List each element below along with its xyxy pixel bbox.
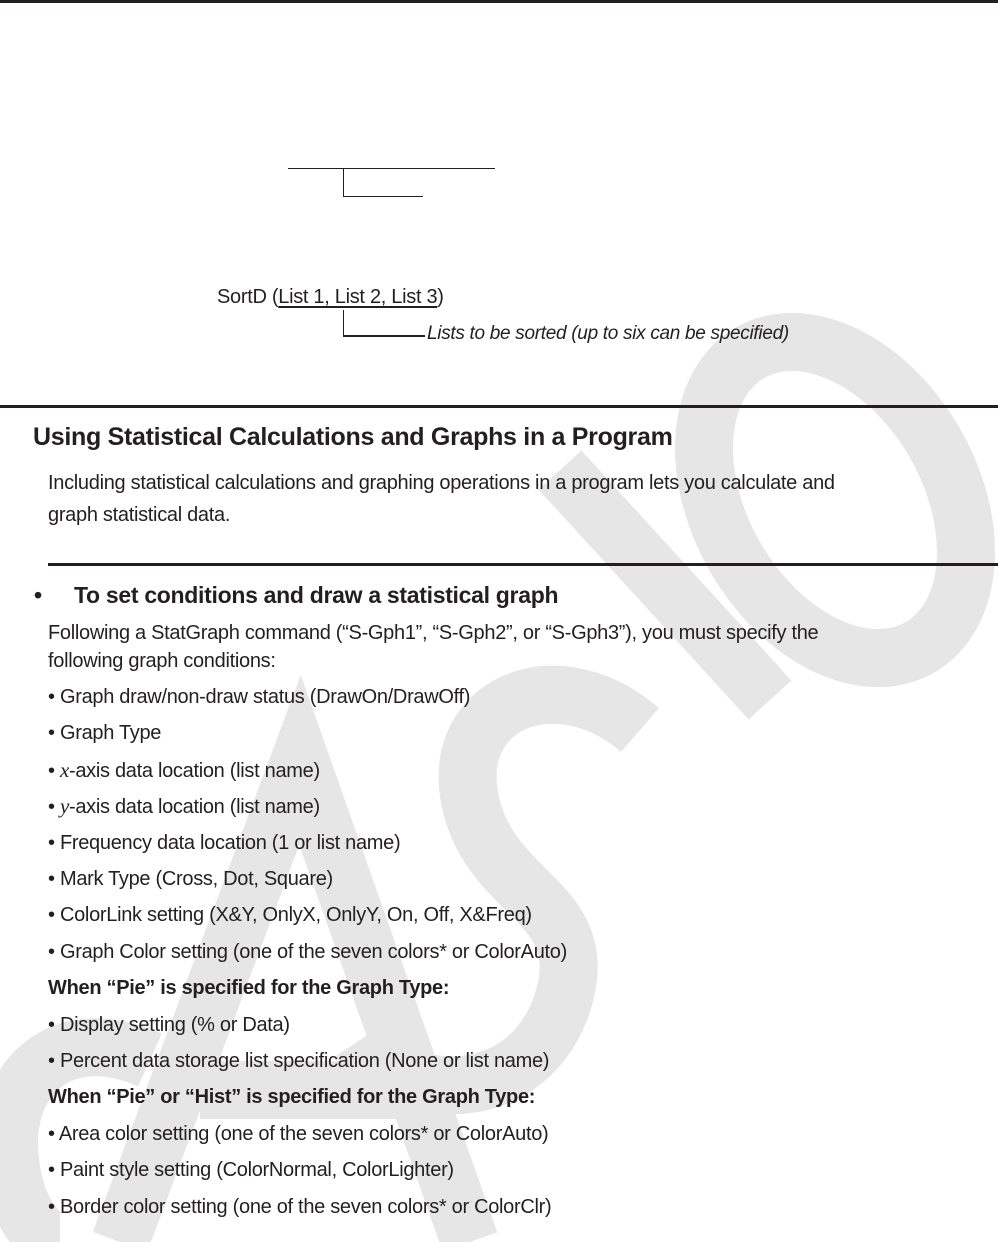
list-subheading: When “Pie” is specified for the Graph Type: [48,977,450,1000]
top-rule [0,0,998,3]
list-item: • Graph Color setting (one of the seven colors* or ColorAuto) [48,940,567,963]
paragraph-text: Following a StatGraph command (“S-Gph1”, “S-Gph2”, or “S-Gph3”), you must specify the [48,622,819,644]
list-item-text: -axis data location (list name) [69,759,320,782]
syntax-close: ) [437,286,444,308]
bracket-line [288,168,495,169]
list-item: • Area color setting (one of the seven colors* or ColorAuto) [48,1122,549,1145]
syntax-command: SortD ( [217,286,279,308]
bracket-line [343,196,423,197]
list-item-text: -axis data location (list name) [69,796,320,819]
bullet: • [48,759,60,782]
intro-text: Including statistical calculations and graphing operations in a program lets you calculate and [48,472,835,494]
subsection-title: To set conditions and draw a statistical graph [74,582,559,608]
bracket-line [343,168,344,197]
list-item: • ColorLink setting (X&Y, OnlyX, OnlyY, On, Off, X&Freq) [48,904,532,927]
bracket-line [343,335,425,337]
list-item: • Mark Type (Cross, Dot, Square) [48,868,333,890]
list-item: • Graph Type [48,722,162,745]
subsection-rule [48,563,998,566]
list-item: • Paint style setting (ColorNormal, ColorLighter) [48,1159,454,1182]
subsection-heading [34,582,558,608]
intro-text: graph statistical data. [48,504,231,526]
list-item: • Percent data storage list specification (None or list name) [48,1050,550,1072]
list-item [48,794,320,819]
bullet: • [48,796,60,819]
axis-variable: y [59,794,69,819]
section-title: Using Statistical Calculations and Graphs in a Program [33,423,673,451]
bracket-line [343,310,344,336]
list-item [48,758,320,783]
list-subheading: When “Pie” or “Hist” is specified for the Graph Type: [48,1086,536,1109]
list-item: • Border color setting (one of the seven colors* or ColorClr) [48,1195,552,1218]
syntax-example [217,285,444,309]
list-item: • Display setting (% or Data) [48,1013,290,1036]
axis-variable: x [59,757,69,782]
section-rule [0,405,998,408]
list-item: • Frequency data location (1 or list name) [48,831,401,854]
list-item: • Graph draw/non-draw status (DrawOn/DrawOff) [48,686,471,708]
syntax-annotation: Lists to be sorted (up to six can be specified) [427,323,789,344]
bullet-icon: • [34,582,42,608]
syntax-args: List 1, List 2, List 3 [278,286,438,308]
paragraph-text: following graph conditions: [48,650,276,672]
